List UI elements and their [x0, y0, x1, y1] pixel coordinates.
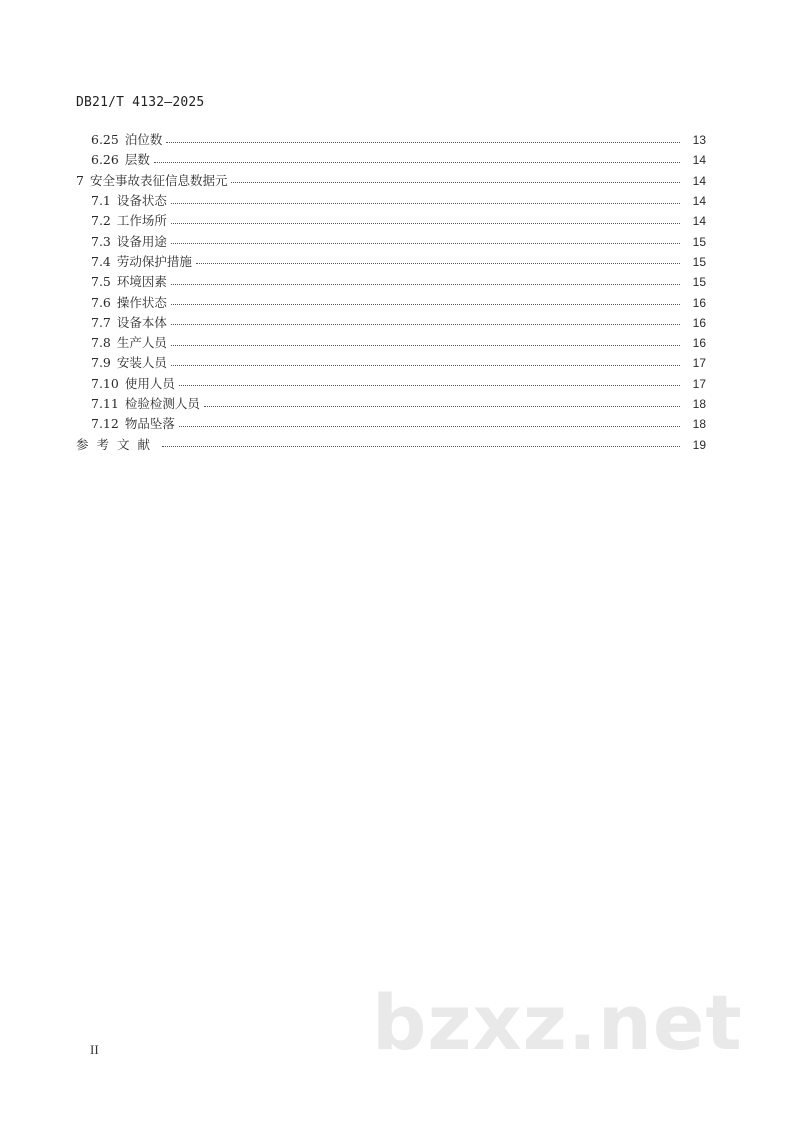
- toc-entry[interactable]: [76, 313, 706, 333]
- toc-entry-number: 7.7: [91, 314, 111, 330]
- toc-entry-title: 层数: [124, 152, 150, 168]
- toc-entry-page: 14: [692, 173, 706, 188]
- toc-entry-title: 工作场所: [116, 213, 167, 229]
- toc-entry-title: 参考文献: [76, 436, 159, 452]
- toc-entry-title: 设备状态: [116, 193, 167, 209]
- toc-entry-number: 7: [76, 172, 84, 188]
- toc-entry-number: 7.1: [91, 193, 111, 209]
- toc-entry-title: 安全事故表征信息数据元: [89, 172, 228, 188]
- toc-entry-page: 16: [692, 315, 706, 330]
- toc-entry[interactable]: [76, 231, 706, 251]
- toc-entry[interactable]: [76, 272, 706, 292]
- toc-entry-number: 7.9: [91, 355, 111, 371]
- toc-entry-title: 劳动保护措施: [116, 253, 192, 269]
- toc-entry-number: 7.6: [91, 294, 111, 310]
- toc-entry-number: 7.8: [91, 335, 111, 351]
- toc-entry[interactable]: [76, 394, 706, 414]
- toc-entry-page: 13: [692, 133, 706, 148]
- toc-entry-page: 14: [692, 153, 706, 168]
- toc-dot-leader: [171, 193, 680, 204]
- document-code-header: DB21/T 4132—2025: [76, 95, 205, 110]
- toc-entry-title: 使用人员: [124, 375, 175, 391]
- toc-entry-page: 17: [692, 376, 706, 391]
- toc-entry[interactable]: [76, 130, 706, 150]
- toc-entry-number: 7.3: [91, 233, 111, 249]
- toc-entry-number: 7.4: [91, 253, 111, 269]
- toc-entry[interactable]: [76, 211, 706, 231]
- toc-dot-leader: [171, 233, 680, 244]
- toc-entry-title: 泊位数: [124, 132, 163, 148]
- toc-dot-leader: [231, 172, 680, 183]
- toc-entry-page: 16: [692, 336, 706, 351]
- toc-entry-page: 14: [692, 194, 706, 209]
- toc-dot-leader: [196, 253, 680, 264]
- toc-entry-number: 7.2: [91, 213, 111, 229]
- toc-entry-title: 设备用途: [116, 233, 167, 249]
- toc-entry-page: 14: [692, 214, 706, 229]
- toc-dot-leader: [204, 396, 680, 407]
- toc-entry-title: 物品坠落: [124, 416, 175, 432]
- table-of-contents: [76, 130, 706, 455]
- toc-entry-number: 7.11: [91, 396, 119, 411]
- toc-entry-page: 15: [692, 275, 706, 290]
- toc-entry-number: 7.12: [91, 416, 119, 432]
- toc-dot-leader: [171, 314, 680, 325]
- toc-entry-number: 6.26: [91, 152, 119, 168]
- toc-entry-page: 18: [692, 397, 706, 411]
- toc-dot-leader: [171, 274, 680, 285]
- toc-entry-title: 环境因素: [116, 274, 167, 290]
- toc-entry[interactable]: [76, 414, 706, 434]
- toc-entry[interactable]: [76, 191, 706, 211]
- toc-entry[interactable]: [76, 434, 706, 454]
- toc-entry-number: 7.5: [91, 274, 111, 290]
- toc-entry[interactable]: [76, 374, 706, 394]
- toc-dot-leader: [162, 436, 680, 447]
- toc-entry[interactable]: [76, 292, 706, 312]
- toc-dot-leader: [171, 213, 680, 224]
- toc-entry[interactable]: [76, 171, 706, 191]
- toc-entry-title: 设备本体: [116, 314, 167, 330]
- toc-entry[interactable]: [76, 333, 706, 353]
- toc-dot-leader: [154, 152, 680, 163]
- toc-entry-page: 16: [692, 295, 706, 310]
- toc-entry-title: 检验检测人员: [124, 396, 200, 411]
- toc-entry-page: 19: [692, 437, 706, 452]
- toc-entry[interactable]: [76, 353, 706, 373]
- toc-entry[interactable]: [76, 150, 706, 170]
- toc-entry-title: 安装人员: [116, 355, 167, 371]
- page-number-footer: II: [90, 1042, 99, 1057]
- toc-entry-number: 6.25: [91, 132, 119, 148]
- toc-dot-leader: [179, 416, 680, 427]
- toc-entry-page: 15: [692, 254, 706, 269]
- toc-entry-page: 15: [692, 234, 706, 249]
- toc-entry-page: 17: [692, 356, 706, 371]
- toc-entry-number: 7.10: [91, 375, 119, 391]
- toc-dot-leader: [171, 335, 680, 346]
- toc-entry-title: 生产人员: [116, 335, 167, 351]
- toc-dot-leader: [179, 375, 680, 386]
- toc-entry[interactable]: [76, 252, 706, 272]
- toc-dot-leader: [171, 355, 680, 366]
- toc-entry-title: 操作状态: [116, 294, 167, 310]
- toc-entry-page: 18: [692, 417, 706, 432]
- toc-dot-leader: [171, 294, 680, 305]
- toc-dot-leader: [166, 132, 680, 143]
- watermark-logo: bzxz.net: [372, 978, 743, 1067]
